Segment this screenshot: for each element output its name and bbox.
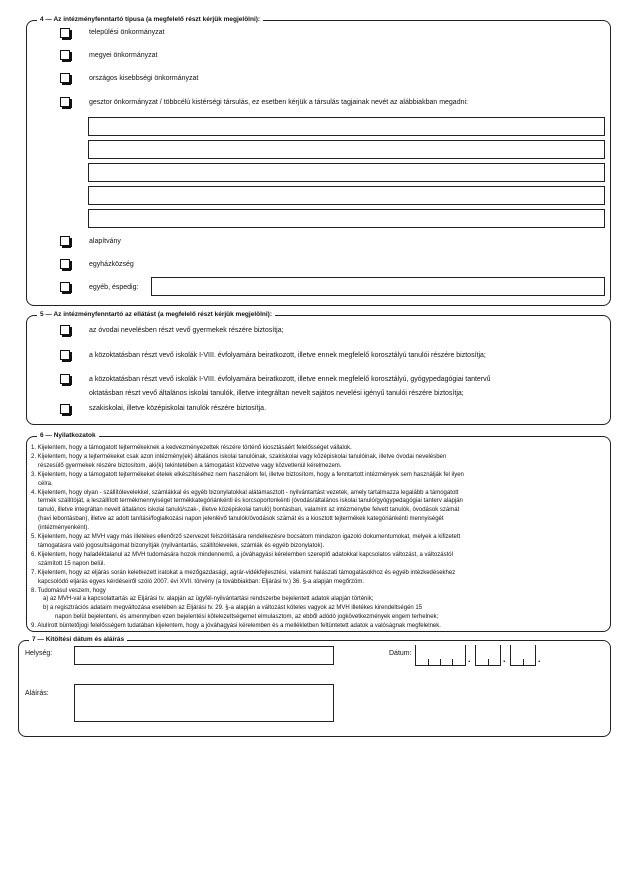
section-6-title: 6 — Nyilatkozatok	[37, 431, 99, 441]
date-day-field[interactable]	[510, 645, 536, 666]
declaration-line: 3. Kijelentem, hogy a támogatott tejtermékeket ételek elkészítéséhez nem használom fel, illetve biztosítom, hogy a fenntartott intézmények sem használják fel ilyen	[31, 471, 464, 478]
declaration-line: részesülő gyermekek részére biztosítom, aki(k) tekintetében a támogatást közvetve vagy közvetlenül kérelmezem.	[38, 462, 342, 469]
place-field[interactable]	[74, 646, 334, 665]
date-separator: .	[468, 654, 471, 664]
member-name-field-2[interactable]	[88, 140, 605, 159]
checkbox-foundation[interactable]	[60, 236, 70, 246]
place-label: Helység:	[25, 650, 53, 657]
other-specify-field[interactable]	[151, 277, 605, 296]
declaration-line: számított 15 napon belül.	[38, 560, 106, 567]
declaration-line: 2. Kijelentem, hogy a tejtermékeket csak azon intézmény(ek) általános iskolai tanulóinak, szakiskolai vagy középiskolai tanulóinak, illetve óvodai nevelésben	[31, 453, 447, 460]
checkbox-primary[interactable]	[60, 350, 70, 360]
declaration-line: 6. Kijelentem, hogy haladéktalanul az MVH tudomására hozok mindennemű, a jóváhagyási kérelemben szereplő adatokkal kapcsolatos változást, a változástól	[31, 551, 453, 558]
section-7-date-signature	[18, 636, 611, 737]
checkbox-other[interactable]	[60, 282, 70, 292]
declaration-line: 8. Tudomásul veszem, hogy	[31, 587, 106, 594]
member-name-field-4[interactable]	[88, 186, 605, 205]
option-primary-label: a közoktatásban részt vevő iskolák I-VIII. évfolyamára beiratkozott, illetve ennek megfelelő korosztályú tanulói részére biztosítja;	[89, 352, 486, 359]
declaration-line: b) a regisztrációs adataim megváltozása esetében az Eljárási tv. 29. §-a alapján a változást köteles vagyok az MVH illetékes kirendeltségén 15	[43, 605, 423, 612]
option-special-needs-line-2: oktatásban részt vevő általános iskolai tanulók, illetve integráltan nevelt sajátos nevelési igényű tanulói részére biztosítja;	[89, 390, 464, 397]
date-separator: .	[503, 654, 506, 664]
section-4-maintainer-type	[26, 16, 611, 306]
section-6-declarations	[26, 432, 611, 632]
checkbox-minority[interactable]	[60, 73, 70, 83]
declaration-line: támogatásra való jogosultságomat bizonyítják (nyilvántartás, szállítólevelek, számlák és egyéb bizonylatok).	[38, 542, 325, 549]
option-other-label: egyéb, éspedig:	[89, 284, 139, 291]
checkbox-parish[interactable]	[60, 259, 70, 269]
option-kindergarten-label: az óvodai nevelésben részt vevő gyermekek részére biztosítja;	[89, 327, 284, 334]
declaration-line: 9. Alulírott büntetőjogi felelősségem tudatában kijelentem, hogy a jóváhagyási kérelemben és a mellékletben feltüntetett adatok a valóságnak megfelelnek.	[31, 623, 441, 630]
declaration-line: napon belül bejelenteni, és amennyiben ezen bejelentési kötelezettségemet elmulasztom, az ebből adódó jogkövetkezmények engem terhelnek;	[55, 614, 439, 621]
declaration-line: célra.	[38, 480, 53, 487]
declaration-line: termék szállítóját, a leszállított termékmennyiséget termékkategóriánkénti és korcsoportonkénti (óvodás/általános iskolai tanuló/gyógypedagógiai tanterv alapján	[38, 498, 463, 505]
option-county-label: megyei önkormányzat	[89, 52, 158, 59]
section-5-provision	[26, 311, 611, 425]
checkbox-association[interactable]	[60, 97, 70, 107]
declaration-line: a) az MVH-val a kapcsolattartás az Eljárási tv. alapján az ügyfél-nyilvántartási rendszerbe bejelentett adatok alapján történik;	[43, 596, 374, 603]
declaration-line: (havi lebontásban), illetve az adott tanítási/foglalkozási napon jelenlévő tanulók/óvodások számát és a kiosztott tejtermékek kategóriánkénti mennyiségét	[38, 516, 444, 523]
date-year-field[interactable]	[415, 645, 466, 666]
declaration-line: kapcsolódó eljárás egyes kérdéseiről szóló 2007. évi XVII. törvény (a továbbiakban: Eljárási tv.) 36. §-a alapján megőrzöm.	[38, 578, 365, 585]
option-minority-label: országos kisebbségi önkormányzat	[89, 75, 199, 82]
member-name-field-3[interactable]	[88, 163, 605, 182]
option-special-needs-line-1: a közoktatásban részt vevő iskolák I-VIII. évfolyamára beiratkozott, illetve ennek megfelelő korosztályú, gyógypedagógiai tantervű	[89, 376, 491, 383]
option-parish-label: egyházközség	[89, 261, 134, 268]
date-separator: .	[538, 654, 541, 664]
section-5-title: 5 — Az intézményfenntartó az ellátást (a megfelelő részt kérjük megjelölni):	[37, 310, 275, 320]
declaration-line: 5. Kijelentem, hogy az MVH vagy más illetékes ellenőrző szervezet felszólítására rendelkezésre bocsátom mindazon igazoló dokumentumokat, melyek a kifizetett	[31, 534, 461, 541]
checkbox-secondary[interactable]	[60, 404, 70, 414]
declaration-line: 4. Kijelentem, hogy olyan - szállítólevelekkel, számlákkal és egyéb bizonylatokkal alátámasztott - nyilvántartást vezetek, amely tartalmazza legalább a támogatott	[31, 489, 459, 496]
option-secondary-label: szakiskolai, illetve középiskolai tanulók részére biztosítja.	[89, 405, 267, 412]
member-name-field-1[interactable]	[88, 117, 605, 136]
option-municipal-label: települési önkormányzat	[89, 29, 165, 36]
signature-field[interactable]	[74, 684, 334, 722]
declaration-line: tanuló, illetve integráltan nevelt általános iskolai tanuló/szak-, illetve középiskolai tanuló) bontásban, valamint az intézménybe felvett tanulók, óvodások számát	[38, 507, 460, 514]
section-7-title: 7 — Kitöltési dátum és aláírás	[29, 635, 127, 645]
checkbox-county[interactable]	[60, 50, 70, 60]
signature-label: Aláírás:	[25, 690, 49, 697]
declaration-line: 1. Kijelentem, hogy a támogatott tejtermékeknek a kedvezményezettek részére történő kiosztásáért felelősséget vállalok.	[31, 445, 352, 451]
checkbox-kindergarten[interactable]	[60, 325, 70, 335]
date-month-field[interactable]	[475, 645, 501, 666]
declaration-line: (intézményenként).	[38, 525, 90, 532]
date-label: Dátum:	[389, 650, 412, 657]
checkbox-municipal[interactable]	[60, 28, 70, 38]
option-foundation-label: alapítvány	[89, 238, 121, 245]
declarations-text	[31, 444, 603, 631]
option-association-label: gesztor önkormányzat / többcélú kistérségi társulás, ez esetben kérjük a társulás tagjainak nevét az alábbiakban megadni:	[89, 99, 468, 106]
checkbox-special-needs[interactable]	[60, 374, 70, 384]
section-4-title: 4 — Az intézményfenntartó típusa (a megfelelő részt kérjük megjelölni):	[37, 15, 263, 25]
member-name-field-5[interactable]	[88, 209, 605, 228]
declaration-line: 7. Kijelentem, hogy az eljárás során keletkezett iratokat a mezőgazdasági, agrár-vidékfejlesztési, valamint halászati támogatásokhoz és egyéb intézkedésekhez	[31, 569, 456, 576]
